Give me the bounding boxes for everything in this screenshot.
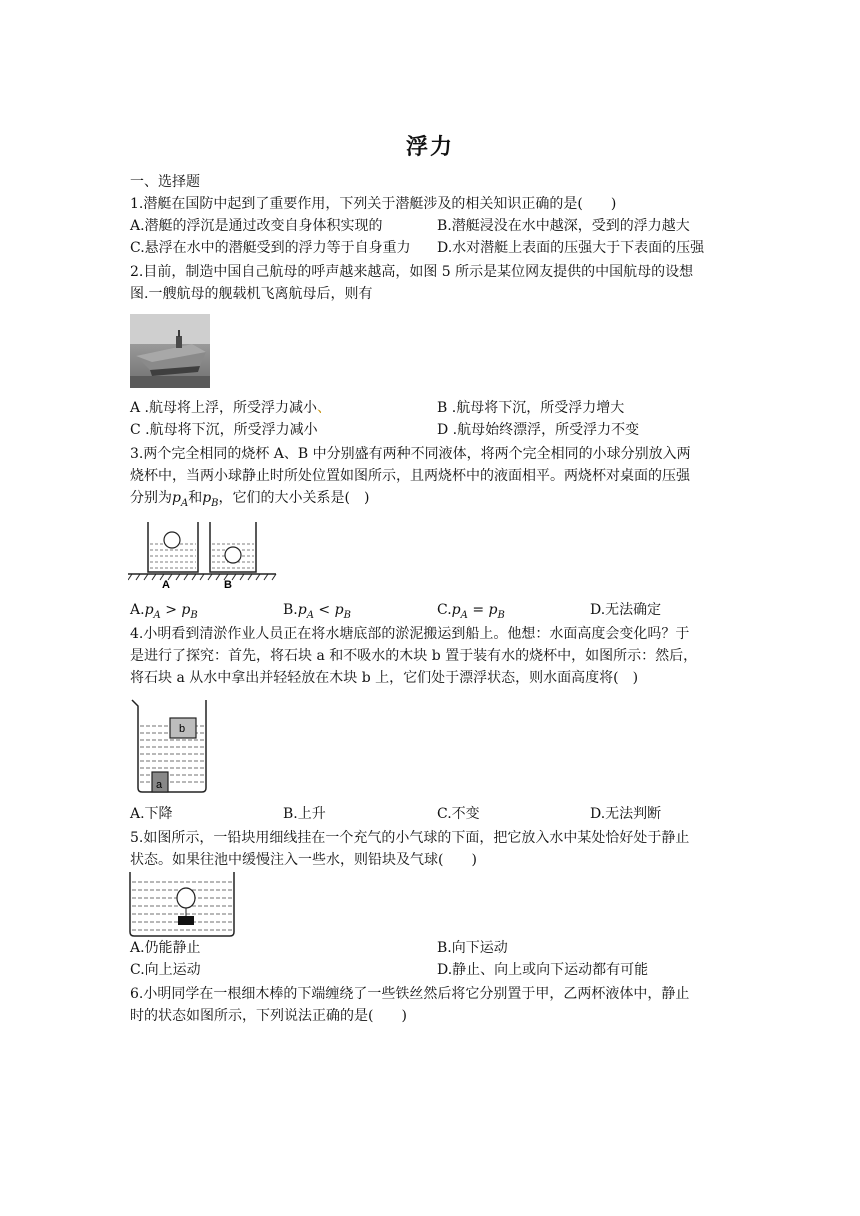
q5-option-a: A.仍能静止 [130, 940, 201, 956]
wood-block-label: b [179, 723, 186, 735]
q2-option-b: B .航母将下沉，所受浮力增大 [437, 400, 625, 416]
q4-option-c: C.不变 [437, 806, 480, 822]
q6-stem-line1: 6.小明同学在一根细木棒的下端缠绕了一些铁丝然后将它分别置于甲，乙两杯液体中，静止 [130, 986, 690, 1002]
q3-stem-line1: 3.两个完全相同的烧杯 A、B 中分别盛有两种不同液体，将两个完全相同的小球分别放入两 [130, 446, 691, 462]
q2-option-c: C .航母将下沉，所受浮力减小 [130, 422, 318, 438]
q1-option-a: A.潜艇的浮沉是通过改变自身体积实现的 [130, 218, 383, 234]
page-title: 浮力 [405, 134, 454, 160]
balloon-lead-block-figure [128, 870, 238, 938]
q4-option-d: D.无法判断 [590, 806, 662, 822]
q3-line3-suffix: ，它们的大小关系是( ) [218, 490, 370, 506]
aircraft-carrier-photo [130, 314, 210, 388]
q5-option-c: C.向上运动 [130, 962, 201, 978]
q5-stem-line1: 5.如图所示，一铅块用细线挂在一个充气的小气球的下面，把它放入水中某处恰好处于静止 [130, 830, 690, 846]
q2-option-a-mark: 、 [317, 400, 332, 416]
q1-option-d: D.水对潜艇上表面的压强大于下表面的压强 [437, 240, 705, 256]
q3-option-d: D.无法确定 [590, 602, 662, 618]
q1-option-c: C.悬浮在水中的潜艇受到的浮力等于自身重力 [130, 240, 411, 256]
stone-block-label: a [156, 779, 163, 791]
q6-stem-line2: 时的状态如图所示，下列说法正确的是( ) [130, 1008, 407, 1024]
q4-stem-line2: 是进行了探究：首先，将石块 a 和不吸水的木块 b 置于装有水的烧杯中，如图所示：然后， [130, 648, 698, 664]
q2-option-d: D .航母始终漂浮，所受浮力不变 [437, 422, 640, 438]
q2-option-a-text: A .航母将上浮，所受浮力减小 [130, 400, 318, 416]
q3-line3-prefix: 分别为 [130, 490, 172, 506]
q4-stem-line3: 将石块 a 从水中拿出并轻轻放在木块 b 上，它们处于漂浮状态，则水面高度将( ) [130, 670, 639, 686]
q3-option-a: $A.p_A > p_B$ [130, 602, 198, 621]
q4-stem-line1: 4.小明看到清淤作业人员正在将水塘底部的淤泥搬运到船上。他想：水面高度会变化吗？于 [130, 626, 690, 642]
q2-stem-line2: 图.一艘航母的舰载机飞离航母后，则有 [130, 286, 373, 302]
q1-stem: 1.潜艇在国防中起到了重要作用，下列关于潜艇涉及的相关知识正确的是( ) [130, 196, 617, 212]
q3-stem-line2: 烧杯中，当两小球静止时所处位置如图所示，且两烧杯中的液面相平。两烧杯对桌面的压强 [130, 468, 690, 484]
two-beakers-figure [128, 518, 278, 590]
beaker-b-label: B [224, 579, 232, 590]
q2-stem-line1: 2.目前，制造中国自己航母的呼声越来越高，如图 5 所示是某位网友提供的中国航母的设想 [130, 264, 694, 280]
beaker-a-label: A [162, 579, 170, 590]
q4-option-a: A.下降 [130, 806, 173, 822]
q3-pa-symbol: p [172, 490, 181, 506]
q3-option-c: $C.p_A = p_B$ [437, 602, 505, 621]
beaker-stone-wood-figure [130, 698, 214, 794]
q5-stem-line2: 状态。如果往池中缓慢注入一些水，则铅块及气球( ) [130, 852, 477, 868]
section-heading: 一、选择题 [130, 174, 200, 190]
q3-line3-and: 和 [188, 490, 203, 506]
q5-option-d: D.静止、向上或向下运动都有可能 [437, 962, 649, 978]
q4-option-b: B.上升 [283, 806, 326, 822]
q1-option-b: B.潜艇浸没在水中越深，受到的浮力越大 [437, 218, 690, 234]
q3-pb-symbol: p [202, 490, 212, 506]
q3-option-b: $B.p_A < p_B$ [283, 602, 351, 621]
q2-option-a [130, 398, 331, 418]
q3-stem-line3: 分别为$p_A$和$p_B$，它们的大小关系是( ) [130, 490, 370, 509]
q5-option-b: B.向下运动 [437, 940, 508, 956]
